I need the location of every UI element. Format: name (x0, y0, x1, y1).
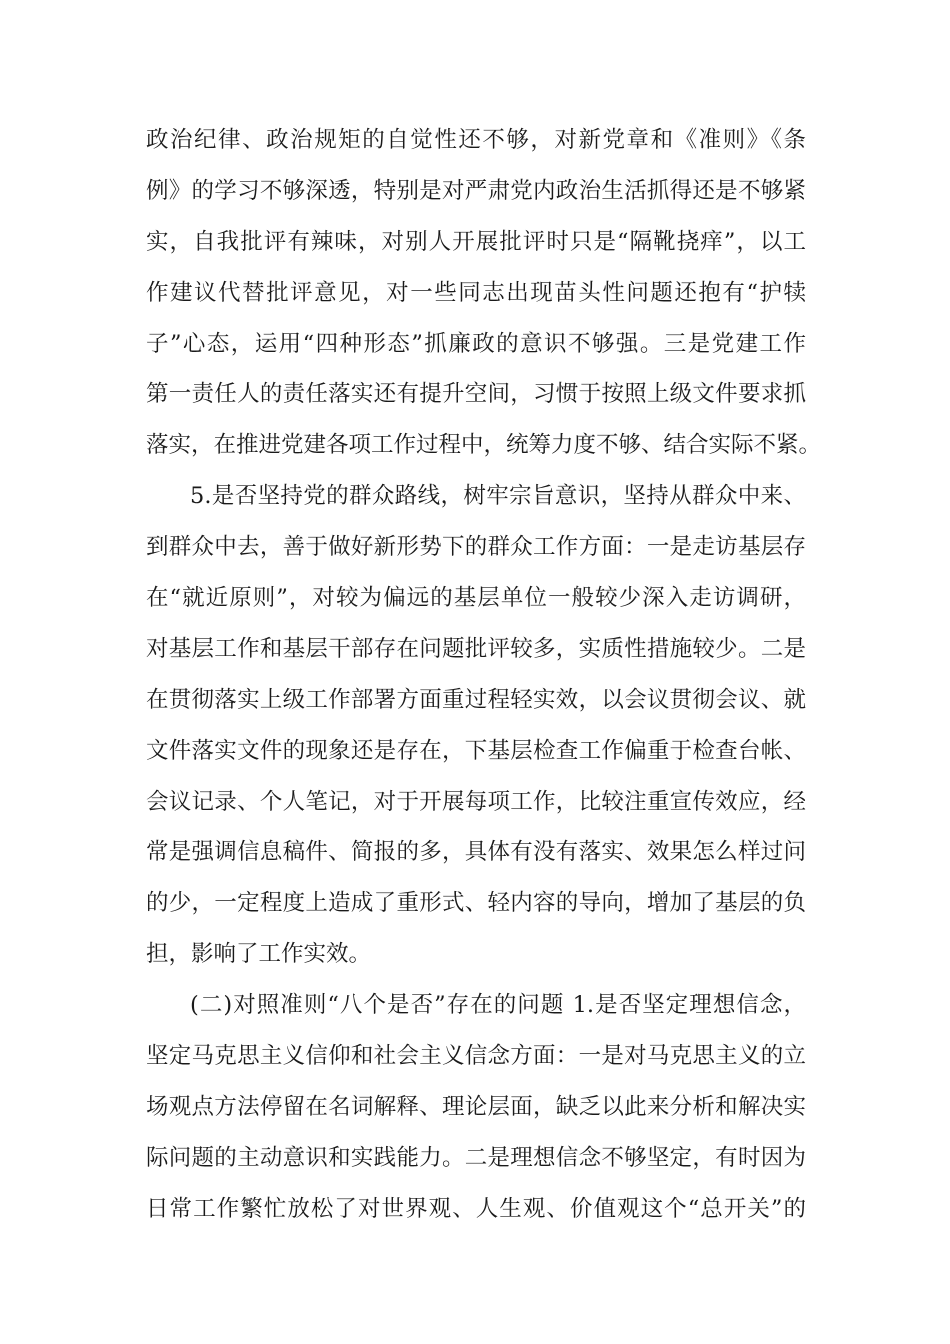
text-line: 日常工作繁忙放松了对世界观、人生观、价值观这个“总开关”的 (146, 1195, 806, 1222)
text-line: 的少，一定程度上造成了重形式、轻内容的导向，增加了基层的负 (146, 890, 806, 917)
text-line: 第一责任人的责任落实还有提升空间，习惯于按照上级文件要求抓 (146, 381, 806, 408)
text-line: 作建议代替批评意见，对一些同志出现苗头性问题还抱有“护犊 (146, 279, 806, 306)
text-line: 坚定马克思主义信仰和社会主义信念方面：一是对马克思主义的立 (146, 1043, 806, 1070)
text-line: 在贯彻落实上级工作部署方面重过程轻实效，以会议贯彻会议、就 (146, 686, 806, 713)
text-line: 到群众中去，善于做好新形势下的群众工作方面：一是走访基层存 (146, 534, 806, 561)
text-line: 政治纪律、政治规矩的自觉性还不够，对新党章和《准则》《条 (146, 127, 806, 153)
text-line: 文件落实文件的现象还是存在，下基层检查工作偏重于检查台帐、 (146, 737, 806, 764)
text-line: 例》的学习不够深透，特别是对严肃党内政治生活抓得还是不够紧 (146, 177, 806, 204)
text-line: 实，自我批评有辣味，对别人开展批评时只是“隔靴挠痒”，以工 (146, 228, 806, 255)
text-line: 子”心态，运用“四种形态”抓廉政的意识不够强。三是党建工作 (146, 330, 806, 357)
text-line: 常是强调信息稿件、简报的多，具体有没有落实、效果怎么样过问 (146, 839, 806, 866)
text-line: 在“就近原则”，对较为偏远的基层单位一般较少深入走访调研， (146, 585, 806, 612)
text-line: 落实，在推进党建各项工作过程中，统筹力度不够、结合实际不紧。 (146, 432, 822, 459)
body-text (146, 115, 822, 1235)
text-line: 际问题的主动意识和实践能力。二是理想信念不够坚定，有时因为 (146, 1144, 806, 1171)
section-heading-line: (二)对照准则“八个是否”存在的问题 1.是否坚定理想信念， (190, 992, 806, 1019)
paragraph-end-line: 担，影响了工作实效。 (146, 941, 372, 968)
text-line: 会议记录、个人笔记，对于开展每项工作，比较注重宣传效应，经 (146, 788, 806, 815)
paragraph-start-line: 5.是否坚持党的群众路线，树牢宗旨意识，坚持从群众中来、 (190, 483, 806, 510)
text-line: 场观点方法停留在名词解释、理论层面，缺乏以此来分析和解决实 (146, 1093, 806, 1120)
text-line: 对基层工作和基层干部存在问题批评较多，实质性措施较少。二是 (146, 635, 806, 662)
